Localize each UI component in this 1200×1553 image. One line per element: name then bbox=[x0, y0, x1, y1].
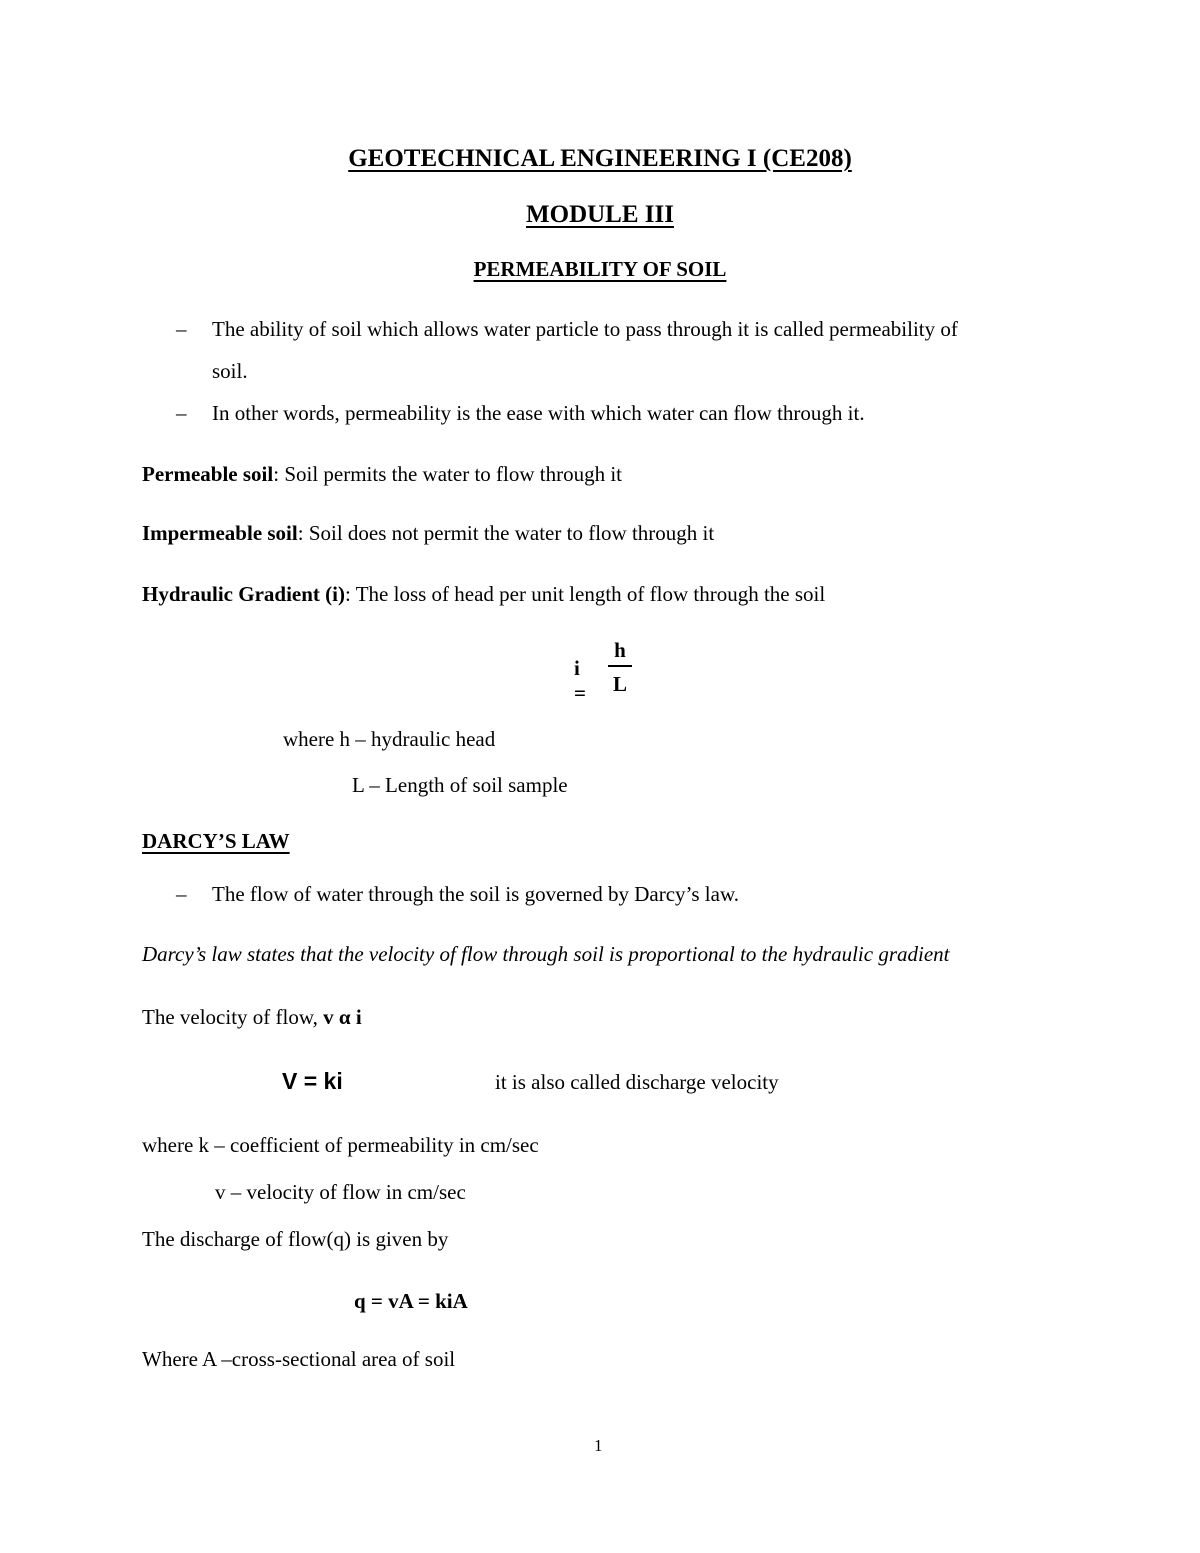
bullet-dash: – bbox=[176, 882, 187, 906]
definition-permeable-soil bbox=[142, 462, 622, 487]
bullet-dash: – bbox=[176, 401, 187, 425]
discharge-where-line: Where A –cross-sectional area of soil bbox=[142, 1347, 456, 1371]
velocity-relation-line bbox=[142, 1005, 362, 1030]
formula-lhs: i = bbox=[574, 656, 586, 705]
definition-hydraulic-gradient bbox=[142, 582, 825, 607]
bullet-text-continued: soil. bbox=[212, 359, 248, 383]
discharge-equation: q = vA = kiA bbox=[354, 1289, 468, 1313]
bullet-text: The ability of soil which allows water particle to pass through it is called permeability of bbox=[212, 317, 958, 341]
darcy-bullet-text: The flow of water through the soil is governed by Darcy’s law. bbox=[212, 882, 739, 906]
definition-separator: : bbox=[345, 582, 356, 606]
definition-term: Permeable soil bbox=[142, 462, 274, 486]
definition-term: Hydraulic Gradient (i) bbox=[142, 582, 345, 606]
fraction-bar bbox=[608, 665, 632, 667]
definition-text: Soil permits the water to flow through it bbox=[284, 462, 623, 486]
definition-impermeable-soil bbox=[142, 521, 714, 546]
darcy-equation: V = ki bbox=[282, 1068, 343, 1094]
section-heading: PERMEABILITY OF SOIL bbox=[473, 257, 727, 281]
velocity-relation: v α i bbox=[323, 1005, 362, 1029]
definition-term: Impermeable soil bbox=[142, 521, 298, 545]
darcy-equation-note: it is also called discharge velocity bbox=[495, 1070, 779, 1094]
formula-denominator: L bbox=[612, 672, 627, 696]
darcy-where-line: where k – coefficient of permeability in cm/sec bbox=[142, 1133, 539, 1157]
velocity-prefix: The velocity of flow, bbox=[142, 1005, 324, 1029]
gradient-where-line: L – Length of soil sample bbox=[352, 773, 568, 797]
module-heading: MODULE III bbox=[526, 201, 674, 228]
discharge-intro: The discharge of flow(q) is given by bbox=[142, 1227, 449, 1251]
formula-numerator: h bbox=[614, 638, 626, 662]
darcy-heading: DARCY’S LAW bbox=[142, 829, 290, 853]
darcy-law-statement: Darcy’s law states that the velocity of flow through soil is proportional to the hydraulic gradient bbox=[142, 942, 950, 966]
darcy-where-line: v – velocity of flow in cm/sec bbox=[215, 1180, 466, 1204]
definition-text: The loss of head per unit length of flow through the soil bbox=[355, 582, 826, 606]
document-title: GEOTECHNICAL ENGINEERING I (CE208) bbox=[348, 145, 852, 172]
bullet-text: In other words, permeability is the ease with which water can flow through it. bbox=[212, 401, 865, 425]
definition-text: Soil does not permit the water to flow through it bbox=[308, 521, 715, 545]
page-number: 1 bbox=[594, 1436, 603, 1455]
definition-separator: : bbox=[297, 521, 309, 545]
bullet-dash: – bbox=[176, 317, 187, 341]
definition-separator: : bbox=[273, 462, 285, 486]
gradient-where-line: where h – hydraulic head bbox=[283, 727, 496, 751]
